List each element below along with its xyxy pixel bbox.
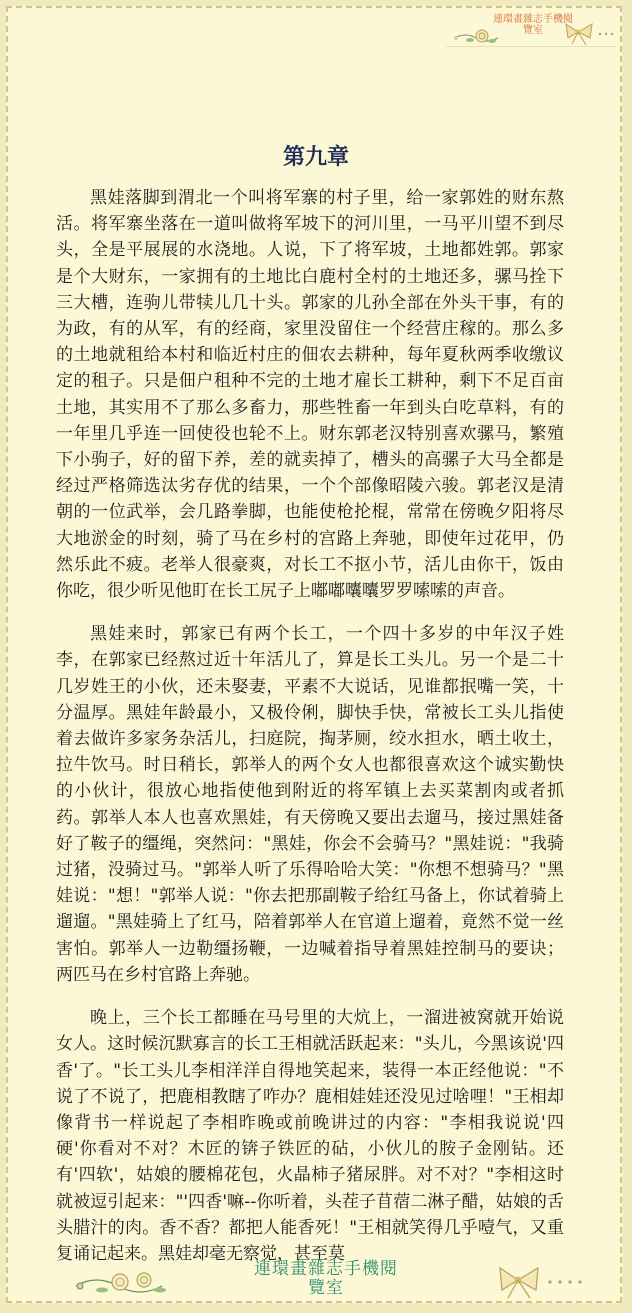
logo-line-2: 覽室 [308,1278,344,1298]
footer-logo [66,1252,586,1302]
paragraph-1: 黑娃落脚到渭北一个叫将军寨的村子里，给一家郭姓的财东熬活。将军寨坐落在一道叫做将军坡下的河川里，一马平川望不到尽头，全是平展展的水浇地。人说，下了将军坡，土地都姓郭。郭家是个大财东，一家拥有的土地比白鹿村全村的土地还多，骡马拴下三大槽，连驹儿带犊儿几十头。郭家的儿孙全部在外头干事，有的为政，有的从军，有的经商，家里没留住一个经营庄稼的。那么多的土地就租给本村和临近村庄的佃农去耕种，每年夏秋两季收缴议定的租子。只是佃户租种不完的土地才雇长工耕种，剩下不足百亩土地，其实用不了那么多畜力，那些牲畜一年到头白吃草料，有的一年里几乎连一回使役也轮不上。财东郭老汉特别喜欢骡马，繁殖下小驹子，好的留下养，差的就卖掉了，槽头的高骡子大马全都是经过严格筛选汰劣存优的结果，一个个部像昭陵六骏。郭老汉是清朝的一位武举，会几路拳脚，也能使枪抡棍，常常在傍晚夕阳将尽大地淤金的时刻，骑了马在乡村的宫路上奔驰，即使年过花甲，仍然乐此不疲。老举人很豪爽，对长工不抠小节，活儿由你干，饭由你吃，很少听见他盯在长工尻子上嘟嘟囔囔罗罗嗦嗦的声音。 [56,188,564,602]
logo-divider [446,46,616,47]
logo-line-1: 連環畫雜志手機閱 [493,14,573,25]
chapter-body [56,185,564,1284]
paragraph-2: 黑娃来时，郭家已有两个长工，一个四十多岁的中年汉子姓李，在郭家已经熬过近十年活儿了，算是长工头儿。另一个是二十几岁姓王的小伙，还未娶妻，平素不大说话，见谁都抿嘴一笑，十分温厚。黑娃年龄最小，又极伶俐，脚快手快，常被长工头儿指使着去做许多家务杂活儿，扫庭院，掏茅厕，绞水担水，晒土收土，拉牛饮马。时日稍长，郭举人的两个女人也都很喜欢这个诚实勤快的小伙计，很放心地指使他到附近的将军镇上去买菜割肉或者抓药。郭举人本人也喜欢黑娃，有天傍晚又要出去遛马，接过黑娃备好了鞍子的缰绳，突然问："黑娃，你会不会骑马？"黑娃说："我骑过猪，没骑过马。"郭举人听了乐得哈哈大笑："你想不想骑马？"黑娃说："想！"郭举人说："你去把那副鞍子给红马备上，你试着骑上遛遛。"黑娃骑上了红马，陪着郭举人在官道上遛着，竟然不觉一丝害怕。郭举人一边勒缰扬鞭，一边喊着指导着黑娃控制马的要诀；两匹马在乡村官路上奔驰。 [56,624,564,985]
logo-line-1: 連環畫雜志手機閱 [254,1259,398,1279]
chapter-title: 第九章 [282,145,349,170]
header-logo [446,8,622,50]
logo-line-2: 覽室 [523,25,543,36]
paragraph-3: 晚上，三个长工都睡在马号里的大炕上，一溜进被窝就开始说女人。这时候沉默寡言的长工王相就活跃起来："头儿，今黑该说'四香'了。"长工头儿李相洋洋自得地笑起来，装得一本正经他说："不说了不说了，把鹿相教瞎了咋办？鹿相娃娃还没见过啥哩！"王相却像背书一样说起了李相昨晚或前晚讲过的内容："李相我说说'四硬'你看对不对？木匠的锛子铁匠的砧，小伙儿的胺子金刚钻。还有'四软'，姑娘的腰棉花包，火晶柿子猪尿胖。对不对？"李相这时就被逗引起来："'四香'嘛--你听着，头茬子苜蓿二淋子醋，姑娘的舌头腊汁的肉。香不香？都把人能香死！"王相就笑得几乎噎气，又重复诵记起来。黑娃却毫无察觉，甚至莫 [56,1008,564,1264]
